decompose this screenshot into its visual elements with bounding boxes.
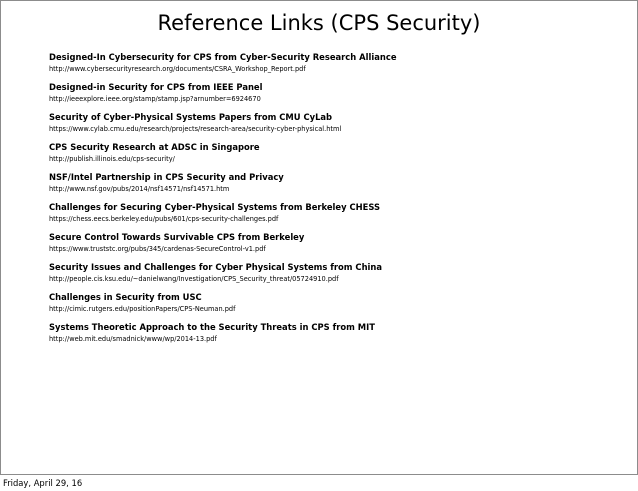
reference-item [49,112,609,135]
reference-title: Security Issues and Challenges for Cyber Physical Systems from China [49,262,383,272]
reference-item [49,202,609,225]
reference-link[interactable]: http://people.cis.ksu.edu/~danielwang/Investigation/CPS_Security_threat/05724910.pdf [49,275,339,283]
reference-item [49,142,609,165]
slide-title: Reference Links (CPS Security) [157,11,481,35]
reference-link[interactable]: https://www.cylab.cmu.edu/research/projects/research-area/security-cyber-physical.html [49,125,342,133]
reference-title: Systems Theoretic Approach to the Security Threats in CPS from MIT [49,322,375,332]
reference-item [49,262,609,285]
reference-item [49,292,609,315]
reference-link[interactable]: https://chess.eecs.berkeley.edu/pubs/601/cps-security-challenges.pdf [49,215,279,223]
reference-title: CPS Security Research at ADSC in Singapore [49,142,260,152]
reference-title: Designed-in Security for CPS from IEEE Panel [49,82,263,92]
reference-title: Challenges in Security from USC [49,292,202,302]
reference-link[interactable]: http://ieeexplore.ieee.org/stamp/stamp.jsp?arnumber=6924670 [49,95,261,103]
reference-item [49,322,609,345]
reference-item [49,52,609,75]
reference-title: NSF/Intel Partnership in CPS Security and Privacy [49,172,284,182]
reference-item [49,232,609,255]
reference-item [49,82,609,105]
reference-link[interactable]: https://www.truststc.org/pubs/345/cardenas-SecureControl-v1.pdf [49,245,266,253]
reference-item [49,172,609,195]
date-footer: Friday, April 29, 16 [3,478,83,488]
reference-link[interactable]: http://cimic.rutgers.edu/positionPapers/CPS-Neuman.pdf [49,305,236,313]
reference-link[interactable]: http://publish.illinois.edu/cps-security/ [49,155,175,163]
reference-title: Secure Control Towards Survivable CPS from Berkeley [49,232,305,242]
reference-link[interactable]: http://web.mit.edu/smadnick/www/wp/2014-13.pdf [49,335,217,343]
reference-title: Challenges for Securing Cyber-Physical Systems from Berkeley CHESS [49,202,381,212]
reference-link[interactable]: http://www.nsf.gov/pubs/2014/nsf14571/nsf14571.htm [49,185,230,193]
reference-list [49,52,609,352]
reference-title: Designed-In Cybersecurity for CPS from Cyber-Security Research Alliance [49,52,397,62]
reference-link[interactable]: http://www.cybersecurityresearch.org/documents/CSRA_Workshop_Report.pdf [49,65,306,73]
reference-title: Security of Cyber-Physical Systems Papers from CMU CyLab [49,112,333,122]
